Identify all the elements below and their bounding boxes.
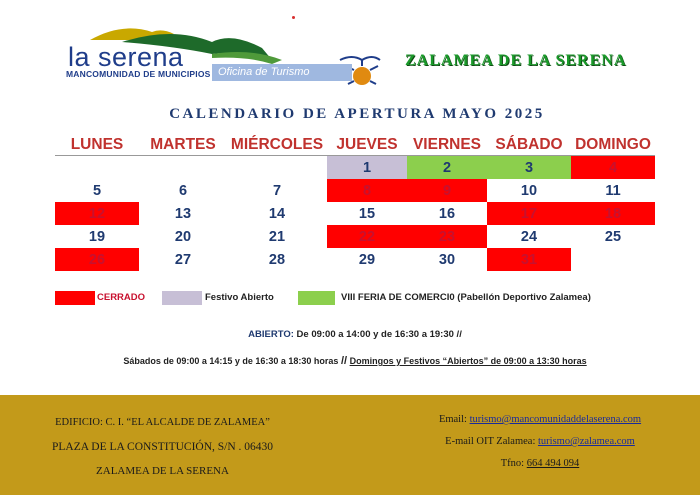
weekday-header: JUEVES bbox=[336, 135, 398, 153]
sunday-hours: Domingos y Festivos “Abiertos” de 09:00 a 13:30 horas bbox=[349, 356, 587, 366]
opening-hours-weekend bbox=[0, 355, 700, 367]
calendar-day-3: 3 bbox=[487, 156, 571, 179]
calendar-day-31: 31 bbox=[487, 248, 571, 271]
calendar-week-row bbox=[55, 179, 655, 202]
calendar-week-row bbox=[55, 202, 655, 225]
calendar-day-17: 17 bbox=[487, 202, 571, 225]
footer-town: ZALAMEA DE LA SERENA bbox=[96, 465, 229, 477]
decorative-dot bbox=[292, 16, 295, 19]
calendar-day-28: 28 bbox=[268, 251, 286, 268]
calendar-day-1: 1 bbox=[327, 156, 407, 179]
calendar-day-23: 23 bbox=[407, 225, 487, 248]
opening-hours-weekdays bbox=[0, 329, 700, 340]
calendar-day-29: 29 bbox=[358, 251, 376, 268]
legend-holiday-label: Festivo Abierto bbox=[205, 292, 274, 303]
calendar-day-30: 30 bbox=[438, 251, 456, 268]
calendar-day-7: 7 bbox=[272, 182, 282, 199]
calendar-day-11: 11 bbox=[605, 182, 621, 199]
calendar-title: CALENDARIO DE APERTURA MAYO 2025 bbox=[169, 106, 545, 122]
footer-email-line bbox=[405, 409, 675, 431]
calendar-day-26: 26 bbox=[55, 248, 139, 271]
calendar-day-10: 10 bbox=[520, 182, 538, 199]
calendar-day-19: 19 bbox=[88, 228, 106, 245]
footer-building: EDIFICIO: C. I. “EL ALCALDE DE ZALAMEA” bbox=[55, 417, 270, 428]
calendar-day-9: 9 bbox=[407, 179, 487, 202]
calendar-day-8: 8 bbox=[327, 179, 407, 202]
calendar-empty-cell bbox=[139, 156, 227, 179]
footer-phone-line bbox=[405, 453, 675, 475]
email-link[interactable]: turismo@mancomunidaddelaserena.com bbox=[469, 414, 642, 425]
calendar-day-2: 2 bbox=[407, 156, 487, 179]
logo-office: Oficina de Turismo bbox=[212, 64, 352, 81]
calendar-day-25: 25 bbox=[604, 228, 622, 245]
calendar-day-4: 4 bbox=[571, 156, 655, 179]
weekday-header-row bbox=[55, 133, 655, 156]
legend-fair-swatch bbox=[298, 291, 335, 305]
calendar-week-row bbox=[55, 225, 655, 248]
town-title: ZALAMEA DE LA SERENA bbox=[405, 52, 627, 69]
weekday-header: MARTES bbox=[150, 135, 216, 153]
calendar-day-15: 15 bbox=[358, 205, 376, 222]
calendar-weeks bbox=[55, 156, 655, 271]
footer-contact-block bbox=[405, 409, 675, 475]
phone-number[interactable]: 664 494 094 bbox=[526, 458, 580, 469]
hours-separator: // bbox=[340, 355, 348, 367]
footer-email-oit-line bbox=[405, 431, 675, 453]
email-label: Email: bbox=[438, 414, 467, 425]
legend-holiday-swatch bbox=[162, 291, 202, 305]
footer-address-block bbox=[30, 411, 295, 483]
opening-label: ABIERTO: bbox=[248, 329, 294, 340]
calendar-day-5: 5 bbox=[92, 182, 102, 199]
weekday-header: DOMINGO bbox=[575, 135, 651, 153]
calendar-day-14: 14 bbox=[268, 205, 286, 222]
weekday-header: VIERNES bbox=[412, 135, 482, 153]
email-oit-link[interactable]: turismo@zalamea.com bbox=[537, 436, 635, 447]
calendar-day-18: 18 bbox=[571, 202, 655, 225]
legend bbox=[55, 290, 675, 306]
footer bbox=[0, 395, 700, 495]
email-oit-label: E-mail OIT Zalamea: bbox=[445, 436, 536, 447]
calendar-grid bbox=[55, 133, 655, 271]
calendar-day-6: 6 bbox=[178, 182, 188, 199]
weekday-header: LUNES bbox=[70, 135, 124, 153]
weekday-header: MIÉRCOLES bbox=[230, 135, 324, 153]
calendar-week-row bbox=[55, 156, 655, 179]
calendar-day-16: 16 bbox=[438, 205, 456, 222]
calendar-day-27: 27 bbox=[174, 251, 192, 268]
mancomunidad-logo bbox=[62, 20, 382, 92]
calendar-empty-cell bbox=[227, 156, 327, 179]
calendar-day-21: 21 bbox=[268, 228, 286, 245]
calendar-empty-cell bbox=[55, 156, 139, 179]
calendar-day-12: 12 bbox=[55, 202, 139, 225]
footer-address: PLAZA DE LA CONSTITUCIÓN, S/N . 06430 bbox=[51, 441, 274, 453]
weekday-hours: De 09:00 a 14:00 y de 16:30 a 19:30 // bbox=[296, 329, 462, 340]
weekday-header: SÁBADO bbox=[495, 135, 563, 153]
logo-name: la serena bbox=[68, 42, 184, 72]
legend-closed-label: CERRADO bbox=[97, 292, 146, 303]
calendar-empty-cell bbox=[571, 248, 655, 271]
calendar-day-20: 20 bbox=[174, 228, 192, 245]
calendar-day-13: 13 bbox=[174, 205, 192, 222]
logo-subtitle: MANCOMUNIDAD DE MUNICIPIOS bbox=[66, 69, 211, 79]
saturday-hours: Sábados de 09:00 a 14:15 y de 16:30 a 18:30 horas bbox=[123, 356, 339, 366]
calendar-day-22: 22 bbox=[327, 225, 407, 248]
legend-closed-swatch bbox=[55, 291, 95, 305]
calendar-day-24: 24 bbox=[520, 228, 538, 245]
phone-label: Tfno: bbox=[500, 458, 525, 469]
calendar-week-row bbox=[55, 248, 655, 271]
legend-fair-label: VIII FERIA DE COMERCI0 (Pabellón Deportivo Zalamea) bbox=[341, 292, 591, 303]
